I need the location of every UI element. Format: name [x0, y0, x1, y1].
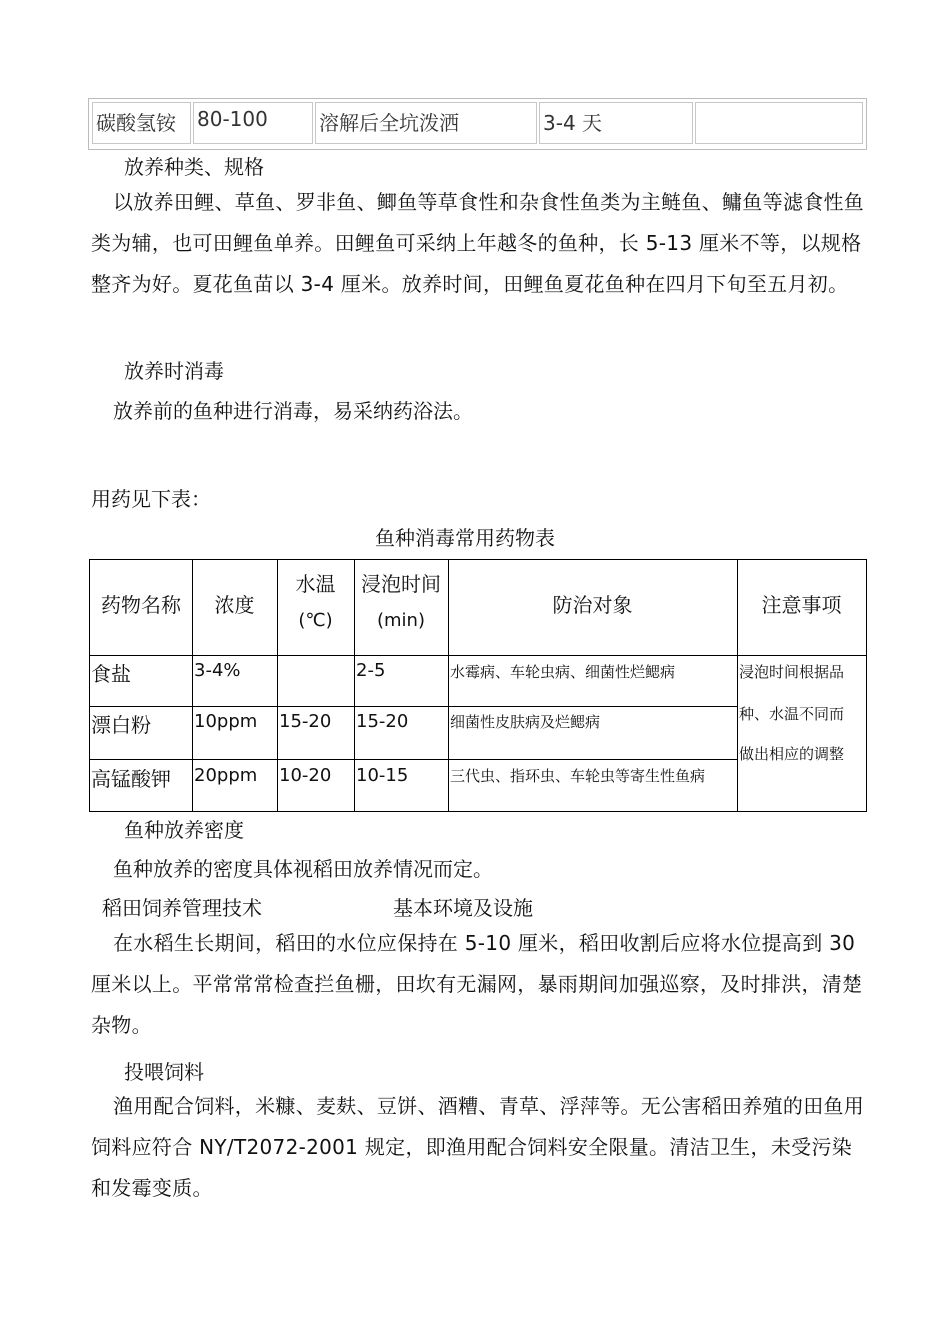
- row2-time: 15-20: [356, 711, 409, 732]
- see-table-text: 用药见下表：: [91, 487, 211, 511]
- row2-conc: 10ppm: [194, 711, 258, 732]
- header-notes: 注意事项: [761, 593, 842, 617]
- header-temp-line1: 水温: [295, 572, 336, 596]
- row2-temp: 15-20: [279, 711, 332, 732]
- density-paragraph: 鱼种放养的密度具体视稻田放养情况而定。: [113, 857, 493, 881]
- header-concentration: 浓度: [214, 593, 255, 617]
- row3-time: 10-15: [356, 765, 409, 786]
- row3-temp: 10-20: [279, 765, 332, 786]
- top-fertilizer-table: [88, 98, 867, 150]
- disinfect-paragraph: 放养前的鱼种进行消毒，易采纳药浴法。: [113, 399, 473, 423]
- notes-line1: 浸泡时间根据品: [739, 663, 845, 681]
- header-time-line2: (min): [377, 610, 425, 631]
- management-heading: 稻田饲养管理技术: [102, 896, 262, 920]
- row3-name: 高锰酸钾: [91, 767, 171, 791]
- header-target: 防治对象: [552, 593, 633, 617]
- row1-target: 水霉病、车轮虫病、细菌性烂鳃病: [450, 663, 676, 681]
- notes-line2: 种、水温不同而: [739, 705, 845, 723]
- notes-line3: 做出相应的调整: [739, 745, 845, 763]
- header-drug-name: 药物名称: [101, 593, 181, 617]
- row1-time: 2-5: [356, 660, 386, 681]
- header-time-line1: 浸泡时间: [361, 572, 441, 596]
- feed-heading: 投喂饲料: [124, 1060, 204, 1084]
- row3-target: 三代虫、指环虫、车轮虫等寄生性鱼病: [450, 767, 706, 785]
- row2-name: 漂白粉: [91, 713, 151, 737]
- environment-paragraph: 在水稻生长期间，稻田的水位应保持在 5-10 厘米，稻田收割后应将水位提高到 30 厘米以上。平常常常检查拦鱼栅，田坎有无漏网，暴雨期间加强巡察，及时排洪，清楚杂物。: [91, 931, 863, 1037]
- row3-conc: 20ppm: [194, 765, 258, 786]
- row1-name: 食盐: [91, 662, 131, 686]
- top-table-cell-empty: [695, 102, 863, 144]
- disinfect-table: [89, 559, 867, 812]
- disinfect-heading: 放养时消毒: [124, 359, 224, 383]
- feed-paragraph: 渔用配合饲料，米糠、麦麸、豆饼、酒糟、青草、浮萍等。无公害稻田养殖的田鱼用饲料应符合 NY/T2072-2001 规定，即渔用配合饲料安全限量。清洁卫生，未受污染和发霉变质。: [91, 1094, 865, 1200]
- header-temp-line2: (℃): [298, 610, 333, 631]
- density-heading: 鱼种放养密度: [124, 818, 244, 842]
- table-title: 鱼种消毒常用药物表: [375, 526, 555, 550]
- top-table-cell-amount: 80-100: [193, 102, 313, 144]
- stocking-species-heading: 放养种类、规格: [124, 155, 264, 179]
- top-table-cell-name: 碳酸氢铵: [92, 102, 191, 144]
- stocking-species-paragraph: 以放养田鲤、草鱼、罗非鱼、鲫鱼等草食性和杂食性鱼类为主鲢鱼、鳙鱼等滤食性鱼类为辅，也可田鲤鱼单养。田鲤鱼可采纳上年越冬的鱼种，长 5-13 厘米不等，以规格整齐为好。夏花鱼苗以 3-4 厘米。放养时间，田鲤鱼夏花鱼种在四月下旬至五月初。: [91, 190, 865, 296]
- row2-target: 细菌性皮肤病及烂鳃病: [450, 713, 601, 731]
- environment-heading: 基本环境及设施: [393, 896, 533, 920]
- top-table-cell-method: 溶解后全坑泼洒: [315, 102, 537, 144]
- row1-conc: 3-4%: [194, 660, 241, 681]
- top-table-cell-days: 3-4 天: [539, 102, 693, 144]
